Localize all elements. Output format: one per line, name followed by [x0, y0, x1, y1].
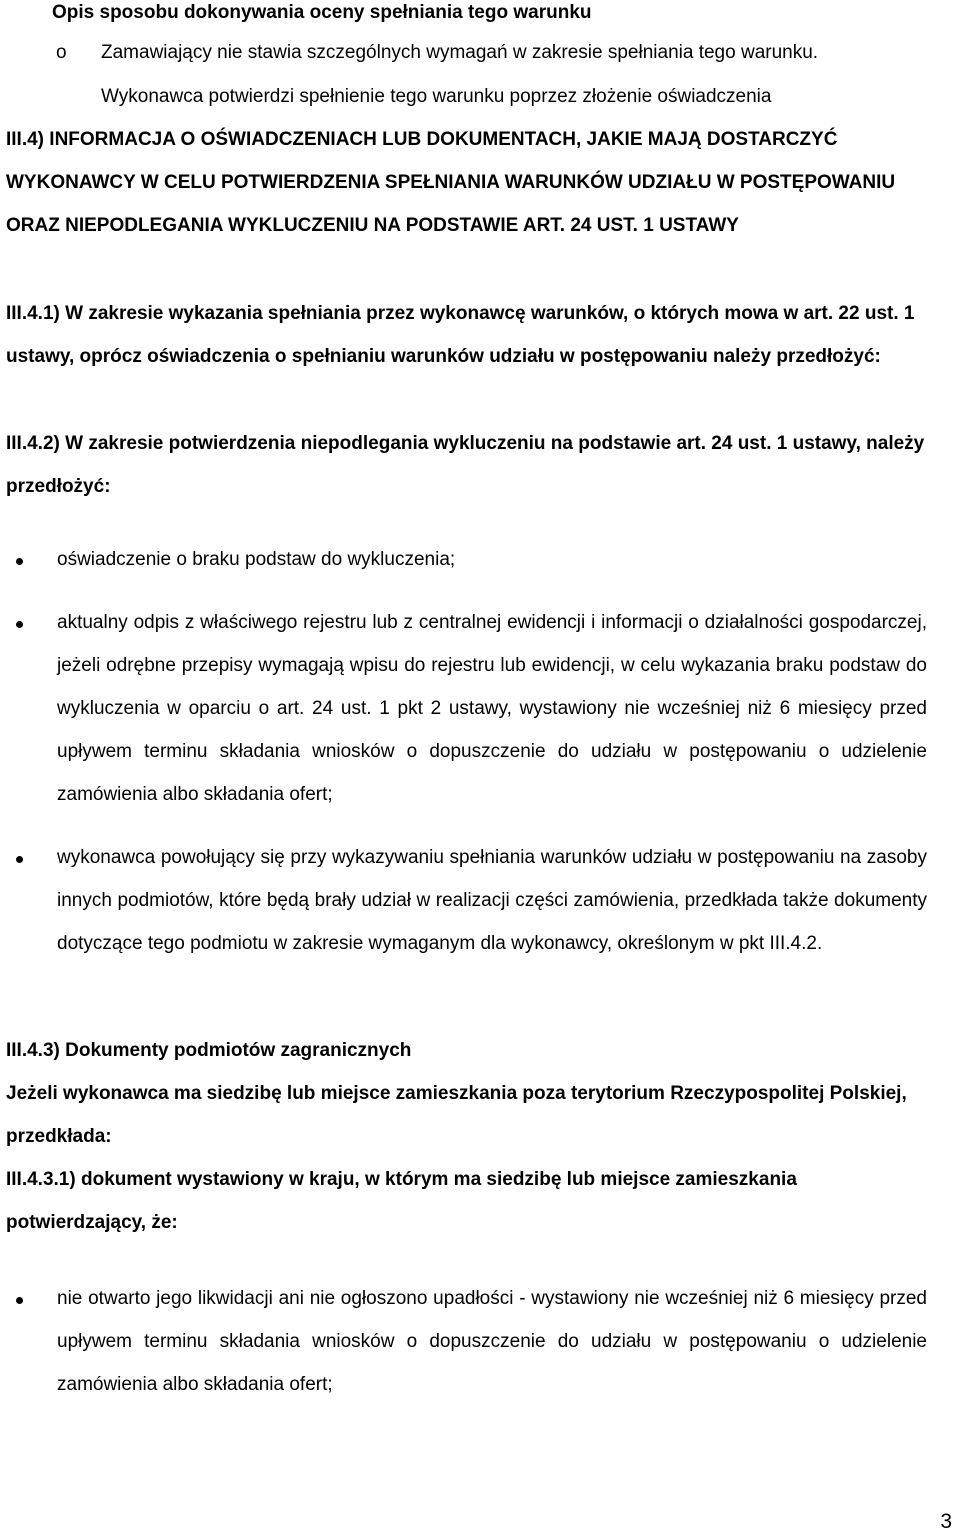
page-number: 3: [940, 1510, 952, 1533]
list-item-text: wykonawca powołujący się przy wykazywaniu spełniania warunków udziału w postępowaniu na zasoby innych podmiotów, które będą brały udział w realizacji części zamówienia, przedkłada także dokumenty dotyczące tego podmiotu w zakresie wymaganym dla wykonawcy, określonym w pkt III.4.2.: [57, 847, 927, 954]
bullet-icon: [16, 1297, 23, 1304]
bullet-icon: [16, 558, 23, 565]
bullet-icon: [16, 621, 23, 628]
section-III43-heading: III.4.3) Dokumenty podmiotów zagranicznych: [6, 1040, 412, 1061]
section-III43-intro: Jeżeli wykonawca ma siedzibę lub miejsce zamieszkania poza terytorium Rzeczypospolitej Polskiej, przedkłada:: [6, 1083, 907, 1147]
section-III41-heading: III.4.1) W zakresie wykazania spełniania przez wykonawcę warunków, o których mowa w art. 22 ust. 1 ustawy, oprócz oświadczenia o spełnianiu warunków udziału w postępowaniu należy przedłożyć:: [6, 303, 915, 367]
sub-line-2: Wykonawca potwierdzi spełnienie tego warunku poprzez złożenie oświadczenia: [101, 86, 772, 107]
sub-line-1: Zamawiający nie stawia szczególnych wymagań w zakresie spełniania tego warunku.: [101, 42, 819, 63]
list-item-text: oświadczenie o braku podstaw do wykluczenia;: [57, 549, 456, 570]
bullet-icon: [16, 856, 23, 863]
section-III431-heading: III.4.3.1) dokument wystawiony w kraju, w którym ma siedzibę lub miejsce zamieszkania potwierdzający, że:: [6, 1169, 797, 1233]
list-item-text: nie otwarto jego likwidacji ani nie ogłoszono upadłości - wystawiony nie wcześniej niż 6 miesięcy przed upływem terminu składania wniosków o dopuszczenie do udziału w postępowaniu o udzielenie zamówienia albo składania ofert;: [57, 1288, 927, 1395]
sub-bullet-marker: o: [56, 42, 67, 63]
list-item-text: aktualny odpis z właściwego rejestru lub z centralnej ewidencji i informacji o działalności gospodarczej, jeżeli odrębne przepisy wymagają wpisu do rejestru lub ewidencji, w celu wykazania braku podstaw do wykluczenia w oparciu o art. 24 ust. 1 pkt 2 ustawy, wystawiony nie wcześniej niż 6 miesięcy przed upływem terminu składania wniosków o dopuszczenie do udziału w postępowaniu o udzielenie zamówienia albo składania ofert;: [57, 612, 927, 805]
section-III42-heading: III.4.2) W zakresie potwierdzenia niepodlegania wykluczeniu na podstawie art. 24 ust. 1 ustawy, należy przedłożyć:: [6, 433, 925, 497]
section-III4-heading: III.4) INFORMACJA O OŚWIADCZENIACH LUB DOKUMENTACH, JAKIE MAJĄ DOSTARCZYĆ WYKONAWCY W CELU POTWIERDZENIA SPEŁNIANIA WARUNKÓW UDZIAŁU W POSTĘPOWANIU ORAZ NIEPODLEGANIA WYKLUCZENIU NA PODSTAWIE ART. 24 UST. 1 USTAWY: [6, 129, 896, 236]
heading-opis: Opis sposobu dokonywania oceny spełniania tego warunku: [52, 2, 592, 23]
